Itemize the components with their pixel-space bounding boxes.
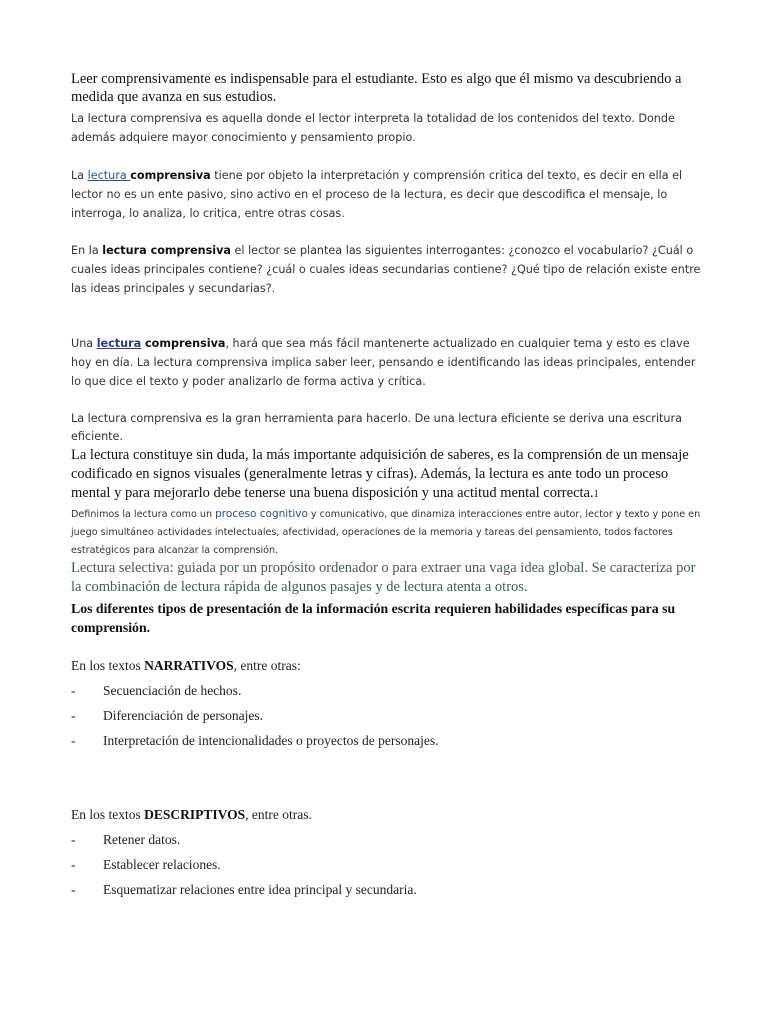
cognitive-paragraph <box>71 505 701 560</box>
narrativos-bold: NARRATIVOS <box>144 658 234 673</box>
descriptivos-rest: , entre otras. <box>245 807 312 822</box>
tool-paragraph: La lectura comprensiva es la gran herramienta para hacerlo. De una lectura eficiente se deriva una escritura eficiente. <box>71 412 682 443</box>
descriptivos-bold: DESCRIPTIVOS <box>144 807 246 822</box>
p8-rest: y comunicativo, que dinamiza interacciones entre autor, lector y texto y pone en juego simultáneo actividades intelectuales, afectividad, operaciones de la memoria y tareas del pensamiento, todos factores estratégicos para alcanzar la comprensión. <box>71 509 701 556</box>
bullet-dash: - <box>71 733 76 748</box>
narrativos-rest: , entre otras: <box>233 658 301 673</box>
intro-paragraph: Leer comprensivamente es indispensable para el estudiante. Esto es algo que él mismo va descubriendo a medida que avanza en sus estudios. <box>71 71 682 105</box>
list-item-text: Retener datos. <box>103 832 181 847</box>
benefits-paragraph <box>71 334 701 391</box>
list-item-text: Establecer relaciones. <box>103 857 221 872</box>
bullet-dash: - <box>71 882 76 897</box>
narrativos-intro <box>71 658 711 674</box>
list-item-text: Secuenciación de hechos. <box>103 683 242 698</box>
p3-pre: La <box>71 169 88 182</box>
list-item-text: Interpretación de intencionalidades o proyectos de personajes. <box>103 733 439 748</box>
p4-rest: el lector se plantea las siguientes interrogantes: ¿conozco el vocabulario? ¿Cuál o cuales ideas principales contiene? ¿cuál o cuales ideas secundarias contiene? ¿Qué tipo de relación existe entre las ideas principales y secundarias?. <box>71 244 701 295</box>
descriptivos-intro <box>71 807 711 823</box>
bullet-dash: - <box>71 683 76 698</box>
bullet-dash: - <box>71 832 76 847</box>
p5-bold: comprensiva <box>141 337 226 350</box>
objective-paragraph <box>71 166 701 223</box>
p3-bold: comprensiva <box>130 169 211 182</box>
list-item-text: Diferenciación de personajes. <box>103 708 264 723</box>
narrativos-pre: En los textos <box>71 658 145 673</box>
lectura-link[interactable]: lectura <box>87 169 131 182</box>
proceso-cognitivo-link[interactable]: proceso cognitivo <box>215 508 308 520</box>
lectura-link-2[interactable]: lectura <box>96 337 142 350</box>
reading-paragraph <box>71 446 701 504</box>
p5-pre: Una <box>71 337 97 350</box>
descriptivos-pre: En los textos <box>71 807 145 822</box>
definition-paragraph: La lectura comprensiva es aquella donde el lector interpreta la totalidad de los contenidos del texto. Donde además adquiere mayor conocimiento y pensamiento propio. <box>71 112 675 144</box>
footnote-marker: 1 <box>593 489 599 500</box>
p7-text: La lectura constituye sin duda, la más importante adquisición de saberes, es la comprensión de un mensaje codificado en signos visuales (generalmente letras y cifras). Además, la lectura es ante todo un proceso mental y para mejorarlo debe tenerse una buena disposición y una actitud mental correcta. <box>71 447 689 501</box>
p5-rest: , hará que sea más fácil mantenerte actualizado en cualquier tema y esto es clave hoy en día. La lectura comprensiva implica saber leer, pensando e identificando las ideas principales, entender lo que dice el texto y poder analizarlo de forma activa y crítica. <box>71 337 696 388</box>
selective-reading-paragraph: Lectura selectiva: guiada por un propósito ordenador o para extraer una vaga idea global. Se caracteriza por la combinación de lectura rápida de algunos pasajes y de lectura atenta a otros. <box>71 560 696 595</box>
p3-rest: tiene por objeto la interpretación y comprensión critica del texto, es decir en ella el lector no es un ente pasivo, sino activo en el proceso de la lectura, es decir que descodifica el mensaje, lo interroga, lo analiza, lo critica, entre otras cosas. <box>71 169 683 220</box>
presentation-heading: Los diferentes tipos de presentación de la información escrita requieren habilidades específicas para su comprensión. <box>71 601 676 635</box>
bullet-dash: - <box>71 857 76 872</box>
bullet-dash: - <box>71 708 76 723</box>
p8-pre: Definimos la lectura como un <box>71 509 216 520</box>
list-item-text: Esquematizar relaciones entre idea principal y secundaria. <box>103 882 417 897</box>
questions-paragraph <box>71 241 701 298</box>
p4-bold: lectura comprensiva <box>102 244 231 257</box>
p4-pre: En la <box>71 244 103 257</box>
